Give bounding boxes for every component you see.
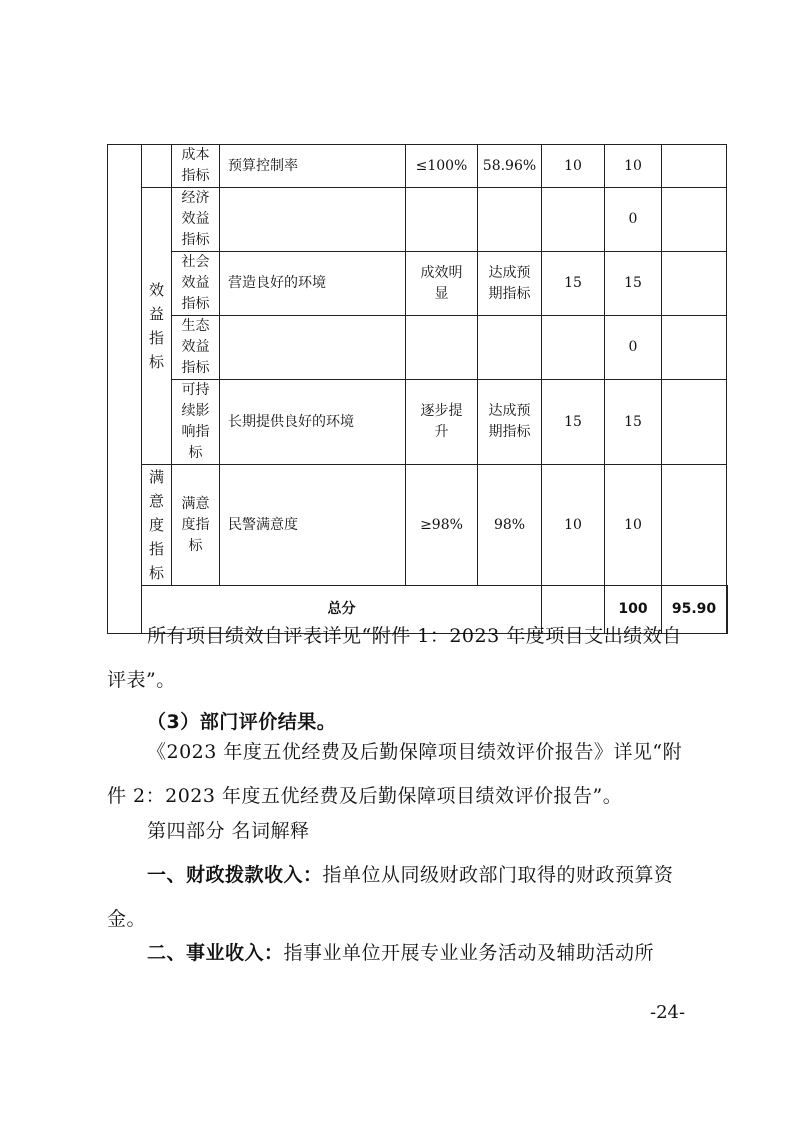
- cell-blank: [662, 380, 727, 465]
- cell-indicator: 成本 指标: [172, 145, 220, 188]
- term-fiscal-income: 一、财政拨款收入：: [147, 864, 323, 886]
- cell-actual: 达成预 期指标: [478, 252, 542, 316]
- paragraph-business-income: [107, 931, 693, 975]
- paragraph-fiscal-income: [107, 853, 693, 941]
- cell-indicator: 可持 续影 响指 标: [172, 380, 220, 465]
- cell-blank: [662, 145, 727, 188]
- cell-group-satisfaction: 满 意 度 指 标: [142, 465, 172, 586]
- cell-score: 10: [605, 145, 662, 188]
- cell-actual: 58.96%: [478, 145, 542, 188]
- cell-blank: [108, 145, 142, 634]
- cell-actual: 达成预 期指标: [478, 380, 542, 465]
- performance-table: [107, 144, 728, 634]
- cell-score: 10: [605, 465, 662, 586]
- cell-score: 15: [605, 380, 662, 465]
- cell-target: 逐步提 升: [406, 380, 478, 465]
- cell-target: [406, 316, 478, 380]
- table-row: [108, 252, 728, 316]
- definition-business-income: 指事业单位开展专业业务活动及辅助活动所: [283, 942, 655, 964]
- cell-actual: 98%: [478, 465, 542, 586]
- cell-target: ≥98%: [406, 465, 478, 586]
- cell-indicator: 经济 效益 指标: [172, 188, 220, 252]
- table-row: [108, 188, 728, 252]
- section-heading-evaluation: （3）部门评价结果。: [147, 711, 337, 733]
- cell-target: 成效明 显: [406, 252, 478, 316]
- cell-score: 0: [605, 316, 662, 380]
- cell-name: [220, 188, 406, 252]
- table-row: [108, 380, 728, 465]
- term-business-income: 二、事业收入：: [147, 942, 284, 964]
- table-row: [108, 145, 728, 188]
- cell-blank: [662, 252, 727, 316]
- cell-name: 长期提供良好的环境: [220, 380, 406, 465]
- cell-total-label: 总分: [142, 586, 542, 634]
- cell-name: 预算控制率: [220, 145, 406, 188]
- paragraph-annex-1: 所有项目绩效自评表详见“附件 1：2023 年度项目支出绩效自评表”。: [107, 625, 682, 691]
- page-number: -24-: [650, 1002, 686, 1023]
- cell-blank: [662, 316, 727, 380]
- cell-name: 民警满意度: [220, 465, 406, 586]
- cell-name: [220, 316, 406, 380]
- cell-blank: [662, 465, 727, 586]
- cell-weight: 15: [542, 380, 605, 465]
- table-row: [108, 316, 728, 380]
- section-heading-glossary: 第四部分 名词解释: [147, 820, 310, 842]
- cell-total-weight: 100: [605, 586, 662, 634]
- cell-blank: [142, 145, 172, 188]
- cell-blank: [662, 188, 727, 252]
- cell-target: [406, 188, 478, 252]
- cell-group-benefit: 效 益 指 标: [142, 188, 172, 465]
- cell-indicator: 满意 度指 标: [172, 465, 220, 586]
- definition-fiscal-income: 指单位从同级财政部门取得的财政预算资金。: [107, 864, 674, 930]
- cell-total-score: 95.90: [662, 586, 727, 634]
- cell-actual: [478, 316, 542, 380]
- paragraph-annex-2: 《2023 年度五优经费及后勤保障项目绩效评价报告》详见“附件 2：2023 年度五优经费及后勤保障项目绩效评价报告”。: [107, 741, 683, 807]
- cell-indicator: 生态 效益 指标: [172, 316, 220, 380]
- cell-target: ≤100%: [406, 145, 478, 188]
- cell-weight: [542, 188, 605, 252]
- cell-indicator: 社会 效益 指标: [172, 252, 220, 316]
- cell-name: 营造良好的环境: [220, 252, 406, 316]
- cell-blank: [727, 586, 728, 634]
- cell-score: 15: [605, 252, 662, 316]
- cell-score: 0: [605, 188, 662, 252]
- cell-weight: 15: [542, 252, 605, 316]
- cell-weight: [542, 316, 605, 380]
- table-row: [108, 465, 728, 586]
- cell-weight: 10: [542, 145, 605, 188]
- cell-weight: 10: [542, 465, 605, 586]
- cell-actual: [478, 188, 542, 252]
